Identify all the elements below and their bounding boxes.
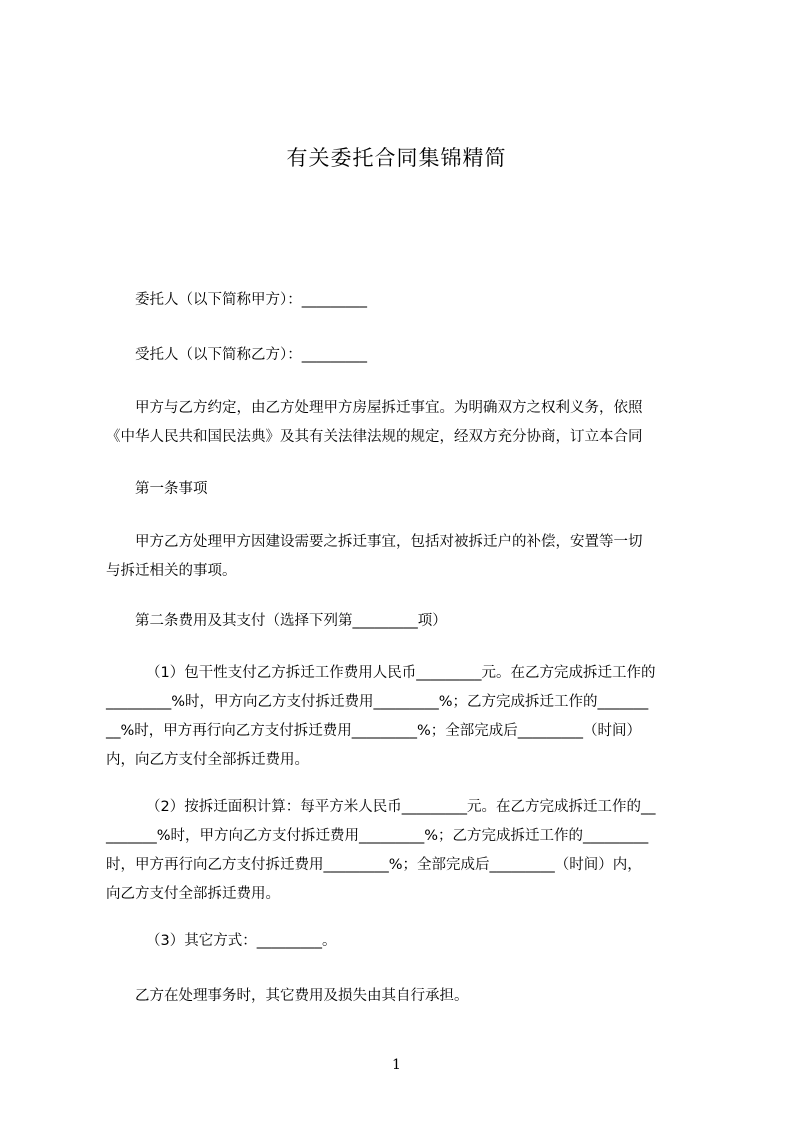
agent-party-line <box>106 341 704 370</box>
text-line: 甲方乙方处理甲方因建设需要之拆迁事宜，包括对被拆迁户的补偿，安置等一切 <box>135 534 643 550</box>
article-1-heading <box>106 475 704 504</box>
payment-option-2 <box>106 793 704 909</box>
payment-option-1 <box>106 659 704 775</box>
text-line: 第一条事项 <box>135 481 208 497</box>
client-party-line <box>106 286 704 315</box>
text-line: _______%时，甲方向乙方支付拆迁费用_________%；乙方完成拆迁工作的_________ <box>106 828 649 844</box>
text-line: 委托人（以下简称甲方）：_________ <box>135 292 367 308</box>
document-title: 有关委托合同集锦精简 <box>286 146 507 170</box>
text-line: 甲方与乙方约定，由乙方处理甲方房屋拆迁事宜。为明确双方之权利义务，依照 <box>135 400 643 416</box>
payment-option-3 <box>106 927 704 956</box>
text-line: 向乙方支付全部拆迁费用。 <box>106 886 280 902</box>
text-line: 乙方在处理事务时，其它费用及损失由其自行承担。 <box>135 988 469 1004</box>
closing-paragraph <box>106 982 704 1011</box>
text-line: 内，向乙方支付全部拆迁费用。 <box>106 752 309 768</box>
article-1-body <box>106 528 704 586</box>
intro-paragraph <box>106 394 704 452</box>
text-line: 第二条费用及其支付（选择下列第_________项） <box>135 613 447 629</box>
text-line: 受托人（以下简称乙方）：_________ <box>135 347 367 363</box>
text-line: （3）其它方式：_________。 <box>146 933 337 949</box>
article-2-heading <box>106 607 704 636</box>
page-number: 1 <box>392 1057 401 1073</box>
text-line: 时，甲方再行向乙方支付拆迁费用_________%；全部完成后_________（时间）内， <box>106 857 642 873</box>
text-line: __%时，甲方再行向乙方支付拆迁费用_________%；全部完成后_________（时间） <box>106 723 642 739</box>
text-line: 《中华人民共和国民法典》及其有关法律法规的规定，经双方充分协商，订立本合同 <box>106 429 643 445</box>
text-line: （2）按拆迁面积计算：每平方米人民币_________元。在乙方完成拆迁工作的__ <box>146 799 656 815</box>
text-line: （1）包干性支付乙方拆迁工作费用人民币_________元。在乙方完成拆迁工作的 <box>146 665 656 681</box>
text-line: 与拆迁相关的事项。 <box>106 563 237 579</box>
text-line: _________%时，甲方向乙方支付拆迁费用_________%；乙方完成拆迁工作的_______ <box>106 694 649 710</box>
